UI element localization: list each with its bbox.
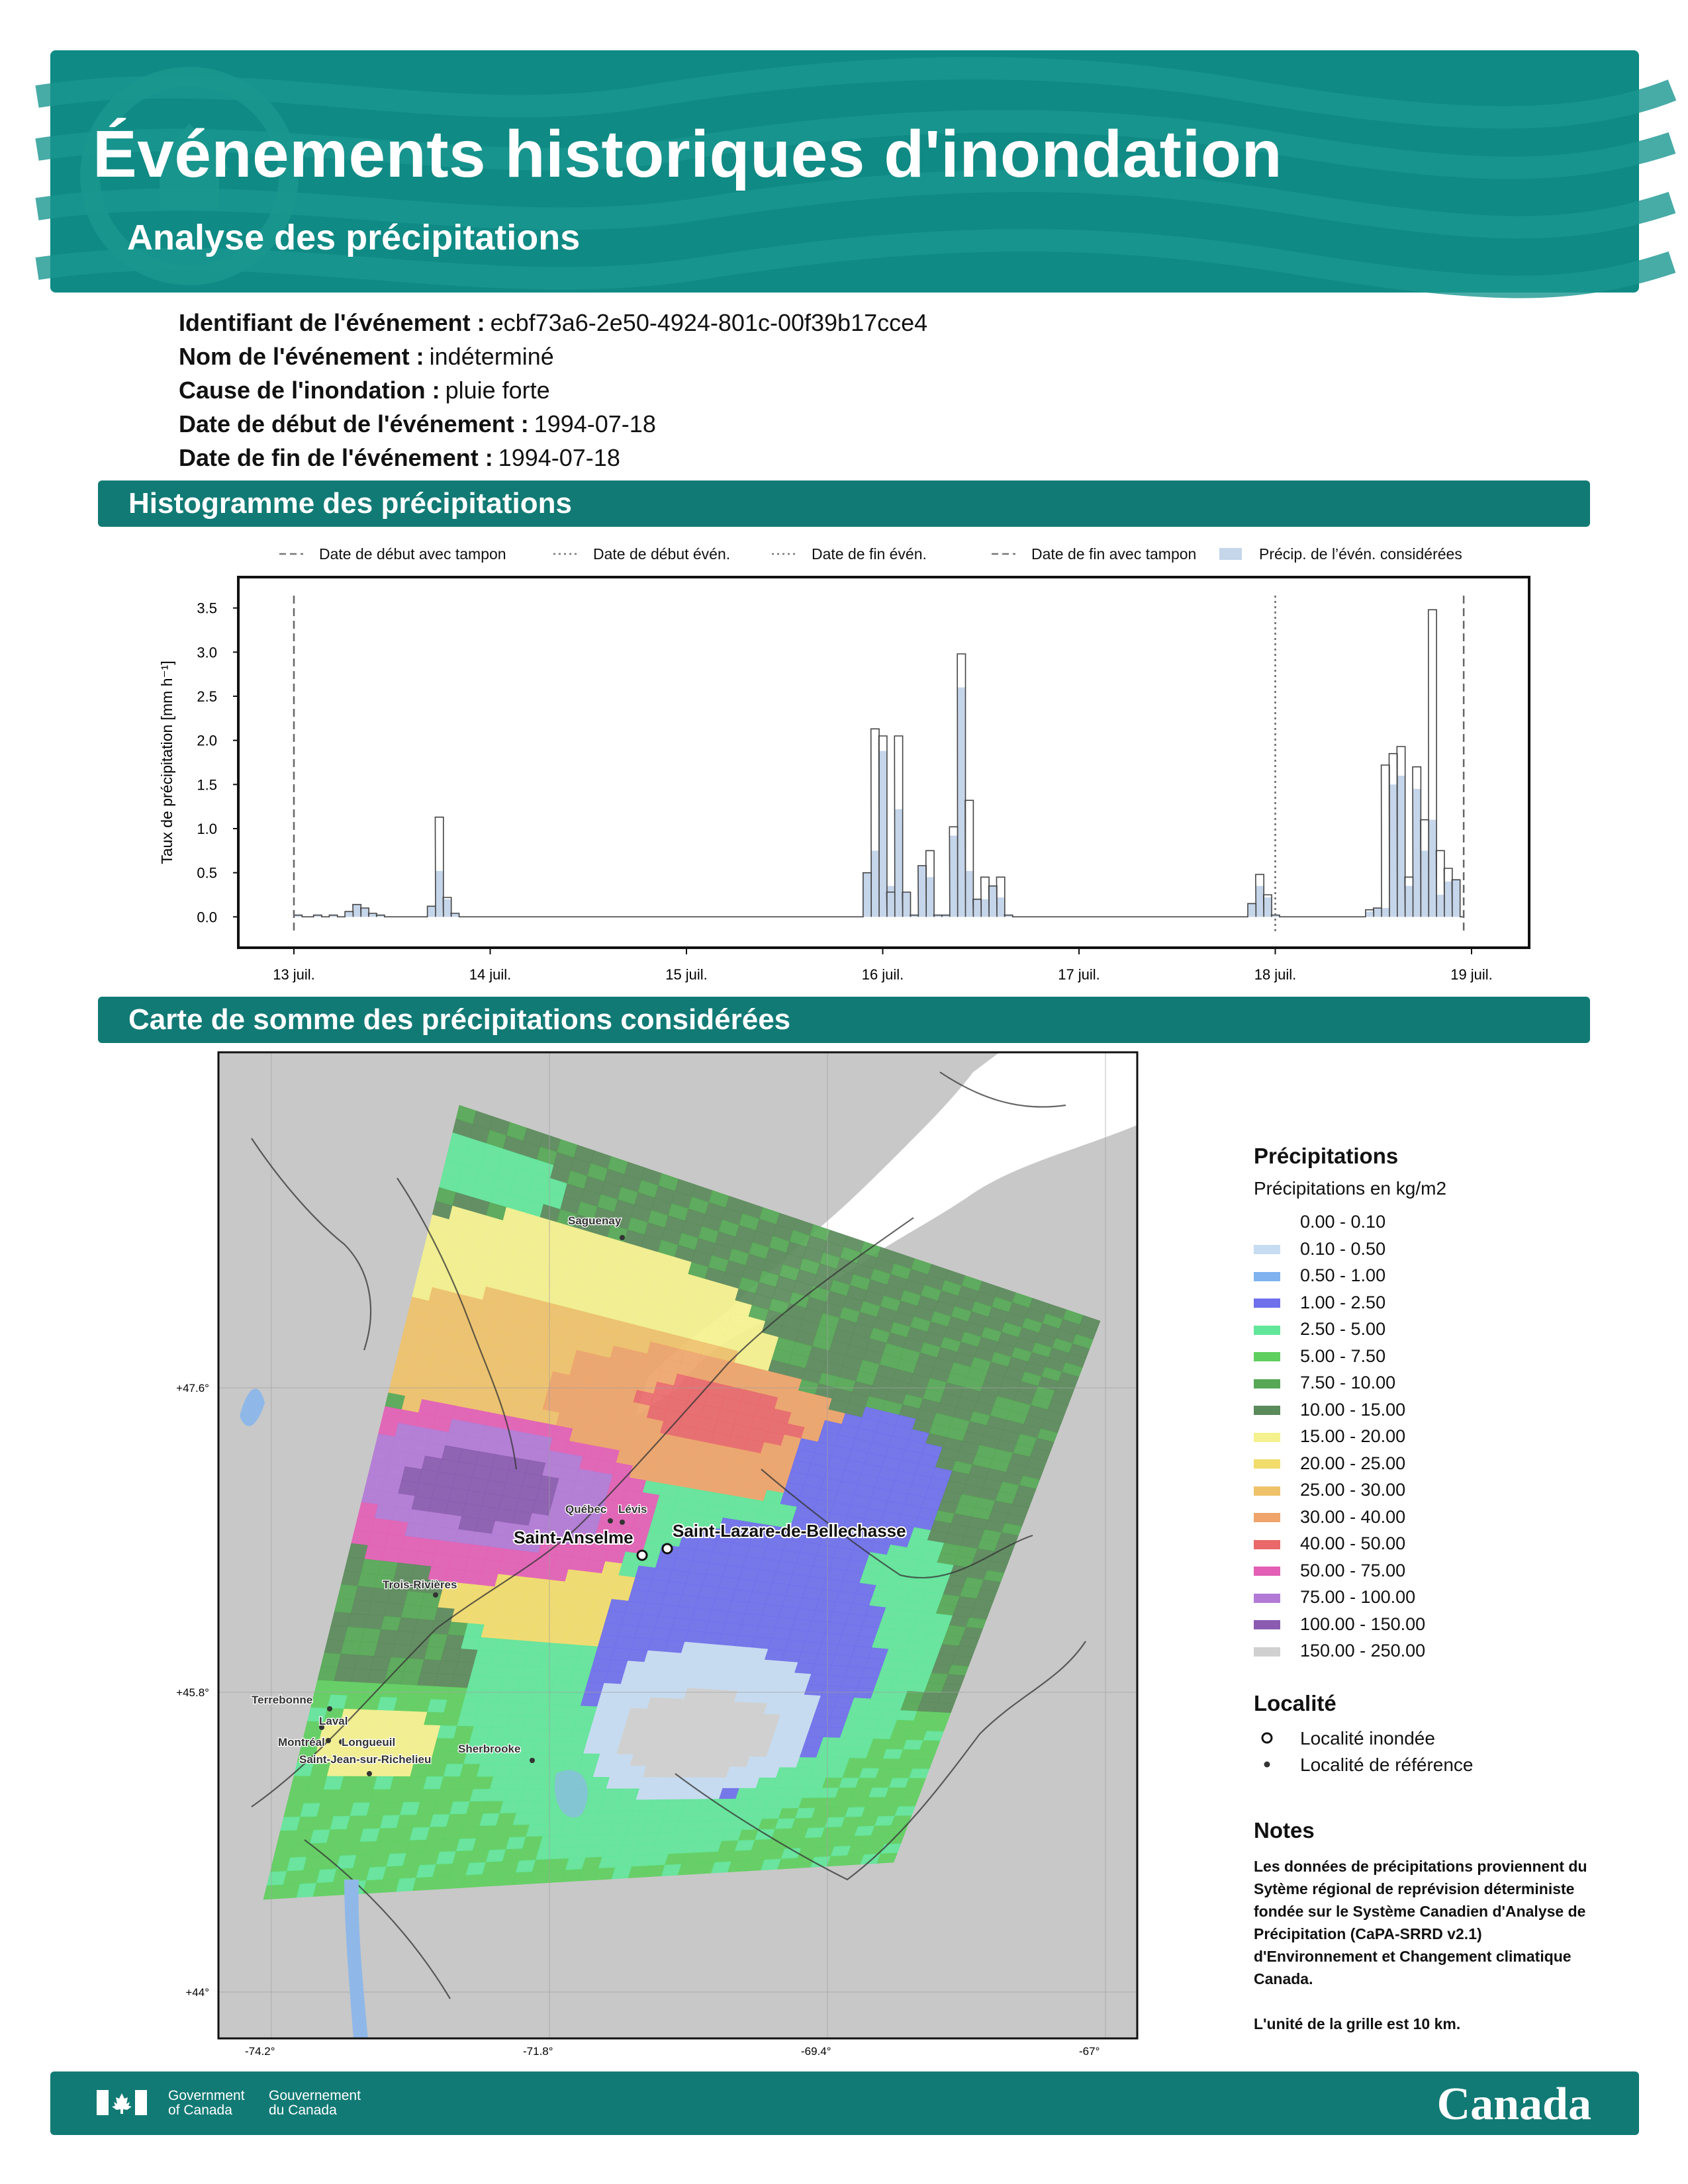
legend-item (1254, 1477, 1624, 1504)
flood-cause-value: pluie forte (445, 377, 550, 404)
map-lon-label: -67° (1079, 2045, 1100, 2058)
end-date-label: Date de fin de l'événement : (179, 444, 493, 471)
grid-cell (923, 1731, 944, 1741)
legend-item-label: 50.00 - 75.00 (1300, 1560, 1406, 1580)
legend-entry (772, 545, 927, 563)
header-banner (50, 50, 1639, 293)
grid-cell (358, 1502, 378, 1518)
precip-bar (1429, 820, 1436, 917)
locality-reference-label: Localité de référence (1300, 1754, 1474, 1775)
grid-cell (906, 1778, 925, 1788)
histogram-legend (279, 545, 1462, 563)
histogram-section-title: Histogramme des précipitations (98, 480, 1590, 527)
grid-cell (952, 1655, 972, 1666)
precip-bar (361, 908, 369, 917)
precip-bar (886, 886, 894, 917)
grid-cell (916, 1750, 937, 1760)
grid-cell (898, 1797, 918, 1807)
page-subtitle: Analyse des précipitations (127, 218, 581, 257)
grid-cell (418, 1469, 438, 1485)
legend-item (1254, 1584, 1624, 1611)
grid-cell (934, 1703, 955, 1713)
grid-cell (368, 1532, 388, 1548)
legend-item (1254, 1450, 1624, 1477)
grid-cell (402, 1467, 422, 1482)
precip-bar (1452, 880, 1460, 917)
grid-cell (381, 1478, 401, 1494)
grid-cell (435, 1472, 455, 1488)
precip-bar (894, 809, 902, 917)
legend-swatch (1254, 1272, 1280, 1281)
precip-bar (926, 877, 934, 917)
canada-flag-icon (97, 2090, 147, 2115)
legend-title: Précipitations (1254, 1144, 1399, 1168)
legend-item (1254, 1289, 1624, 1316)
grid-cell (529, 1514, 549, 1529)
grid-cell (909, 1769, 929, 1778)
grid-cell (442, 1514, 461, 1529)
legend-swatch (1254, 1540, 1280, 1549)
y-tick-label: 2.5 (197, 688, 217, 705)
page-title: Événements historiques d'inondation (93, 117, 1283, 191)
end-date-row (179, 441, 927, 475)
grid-cell (941, 1684, 962, 1694)
place-label: Montréal (278, 1736, 325, 1749)
grid-cell (425, 1512, 445, 1527)
grid-cell (395, 1494, 415, 1510)
legend-swatch (1254, 1352, 1280, 1361)
legend-item (1254, 1611, 1624, 1638)
flood-cause-row (179, 373, 927, 407)
grid-cell (405, 1453, 425, 1469)
x-tick-label: 16 juil. (861, 966, 904, 983)
legend-item (1254, 1637, 1624, 1664)
event-name-value: indéterminé (429, 343, 554, 370)
grid-cell (391, 1507, 411, 1523)
grid-cell (375, 1505, 395, 1521)
event-metadata (179, 306, 927, 475)
precip-bar (1421, 850, 1429, 917)
legend-swatch (1254, 1594, 1280, 1603)
legend-item (1254, 1369, 1624, 1396)
legend-item-label: 25.00 - 30.00 (1300, 1480, 1406, 1500)
legend-item (1254, 1262, 1624, 1289)
notes-paragraph-source: Les données de précipitations proviennent du Sytème régional de reprévision déterministe fondée sur le Système Canadien d'Analyse de Précipitation (CaPA-SRRD v2.1) d'Environnement et Changement climatique Canada. (1254, 1857, 1587, 1987)
grid-cell (462, 1504, 482, 1519)
grid-cell (399, 1480, 418, 1496)
grid-cell (385, 1464, 404, 1480)
map-svg (176, 1046, 1152, 2058)
grid-cell (344, 1557, 364, 1572)
precip-bar (451, 913, 459, 917)
legend-item-label: 40.00 - 50.00 (1300, 1533, 1406, 1553)
notes-paragraph-grid: L'unité de la grille est 10 km. (1254, 2015, 1461, 2032)
legend-item-label: 0.00 - 0.10 (1300, 1212, 1386, 1232)
map-lon-label: -69.4° (801, 2045, 831, 2058)
end-date-value: 1994-07-18 (498, 444, 620, 471)
grid-cell (385, 1534, 404, 1549)
place-label: Saint-Lazare-de-Bellechasse (673, 1521, 906, 1541)
legend-label: Date de début évén. (593, 545, 731, 563)
grid-cell (381, 1547, 401, 1563)
map-lon-label: -71.8° (523, 2045, 553, 2058)
grid-cell (937, 1693, 958, 1704)
grid-cell (455, 1529, 475, 1545)
reference-locality-marker[interactable] (433, 1592, 438, 1598)
grid-cell (512, 1511, 532, 1526)
legend-swatch (1254, 1620, 1280, 1629)
x-tick-label: 14 juil. (469, 966, 512, 983)
legend-subtitle: Précipitations en kg/m2 (1254, 1178, 1447, 1199)
x-axis (273, 948, 1493, 983)
legend-item (1254, 1504, 1624, 1531)
grid-cell (368, 1461, 388, 1478)
grid-cell (492, 1521, 512, 1536)
grid-cell (418, 1538, 438, 1553)
precip-bar (1264, 897, 1272, 917)
flooded-marker-icon (1254, 1725, 1280, 1752)
legend-swatch (1254, 1513, 1280, 1522)
precip-bar (1405, 886, 1413, 917)
precip-bar (957, 688, 965, 917)
precip-bar (981, 899, 989, 917)
grid-cell (371, 1518, 391, 1534)
precipitation-histogram (132, 529, 1556, 993)
legend-swatch (1254, 1326, 1280, 1335)
grid-cell (348, 1543, 368, 1559)
legend-entry (279, 545, 506, 563)
reference-locality-marker[interactable] (327, 1706, 332, 1711)
grid-cell (475, 1519, 495, 1534)
flooded-locality-marker[interactable] (663, 1544, 672, 1553)
legend-item-label: 150.00 - 250.00 (1300, 1641, 1426, 1661)
place-label: Longueuil (342, 1736, 396, 1749)
place-label: Trois-Rivières (383, 1578, 457, 1591)
legend-item (1254, 1423, 1624, 1450)
precipitation-map[interactable] (176, 1046, 1152, 2058)
grid-cell (931, 1712, 951, 1722)
grid-cell (469, 1477, 489, 1493)
legend-item-label: 0.50 - 1.00 (1300, 1265, 1386, 1285)
map-lat-label: +47.6° (176, 1382, 209, 1394)
legend-swatch (1254, 1647, 1280, 1657)
grid-cell (428, 1498, 448, 1514)
x-tick-label: 13 juil. (273, 966, 315, 983)
grid-cell (389, 1450, 408, 1467)
grid-cell (371, 1447, 391, 1464)
event-id-value: ecbf73a6-2e50-4924-801c-00f39b17cce4 (490, 309, 928, 336)
precip-bar (918, 866, 926, 917)
grid-cell (445, 1501, 465, 1516)
gouvernement-du-canada-fr (269, 2089, 361, 2118)
notes-title: Notes (1254, 1817, 1315, 1843)
legend-item (1254, 1208, 1624, 1236)
locality-flooded (1254, 1725, 1624, 1752)
precip-bar (443, 899, 451, 917)
y-axis-label: Taux de précipitation [mm h⁻¹] (158, 660, 175, 864)
reference-locality-marker[interactable] (620, 1235, 625, 1240)
map-legend (1254, 1144, 1624, 2058)
grid-cell (959, 1637, 980, 1648)
grid-cell (361, 1488, 381, 1504)
grid-cell (495, 1508, 515, 1524)
grid-cell (479, 1506, 498, 1521)
x-tick-label: 15 juil. (665, 966, 708, 983)
grid-cell (458, 1516, 478, 1531)
event-id-label: Identifiant de l'événement : (179, 309, 485, 336)
grid-cell (378, 1491, 398, 1507)
y-tick-label: 0.5 (197, 864, 217, 882)
legend-item-label: 0.10 - 0.50 (1300, 1238, 1386, 1259)
precip-bar (965, 871, 973, 917)
event-name-label: Nom de l'événement : (179, 343, 424, 370)
place-label: Québec (565, 1503, 607, 1516)
legend-swatch (1254, 1245, 1280, 1254)
legend-swatch (1254, 1298, 1280, 1308)
start-date-row (179, 407, 927, 441)
legend-item-label: 1.00 - 2.50 (1300, 1292, 1386, 1312)
y-axis (197, 600, 238, 926)
legend-item-label: 5.00 - 7.50 (1300, 1345, 1386, 1366)
legend-item (1254, 1557, 1624, 1584)
locality-title: Localité (1254, 1690, 1336, 1715)
place-label: Terrebonne (252, 1694, 313, 1706)
grid-cell (365, 1475, 385, 1491)
grid-cell (919, 1741, 940, 1751)
place-label: Laval (319, 1715, 348, 1727)
grid-cell (422, 1525, 442, 1540)
x-tick-label: 19 juil. (1450, 966, 1493, 983)
legend-item (1254, 1343, 1624, 1370)
y-tick-label: 1.5 (197, 776, 217, 794)
y-tick-label: 0.0 (197, 909, 217, 926)
flooded-locality-marker[interactable] (637, 1551, 647, 1560)
legend-entry (1219, 545, 1462, 563)
flood-cause-label: Cause de l'inondation : (179, 377, 440, 404)
legend-label: Date de début avec tampon (319, 545, 506, 563)
place-label: Saguenay (568, 1214, 622, 1227)
gov-en-line1: Government (168, 2088, 245, 2103)
y-tick-label: 2.0 (197, 732, 217, 749)
event-id-row (179, 306, 927, 340)
grid-cell (498, 1496, 518, 1511)
precip-bar (902, 892, 910, 917)
legend-item-label: 20.00 - 25.00 (1300, 1453, 1406, 1473)
grid-cell (405, 1523, 425, 1538)
y-tick-label: 3.0 (197, 644, 217, 661)
grid-cell (902, 1788, 922, 1797)
government-of-canada-en (168, 2089, 245, 2118)
grid-cell (485, 1480, 505, 1495)
precip-bar (996, 897, 1004, 917)
precip-bar (871, 850, 879, 917)
legend-swatch (1254, 1567, 1280, 1576)
precip-bar (1248, 903, 1256, 917)
map-lon-label: -74.2° (245, 2045, 275, 2058)
grid-cell (401, 1536, 421, 1551)
map-section-title: Carte de somme des précipitations considérées (98, 997, 1590, 1043)
grid-cell (927, 1721, 947, 1731)
grid-cell (388, 1520, 408, 1536)
legend-entry (992, 545, 1196, 563)
legend-item-label: 15.00 - 20.00 (1300, 1426, 1406, 1446)
precip-bar (973, 899, 981, 917)
legend-swatch (1254, 1459, 1280, 1469)
precip-bar (428, 906, 436, 917)
legend-item-label: 30.00 - 40.00 (1300, 1506, 1406, 1527)
precip-bar (1374, 908, 1382, 917)
precip-bar (949, 836, 957, 917)
precip-bar (1444, 882, 1452, 917)
precip-bar (1389, 784, 1397, 917)
histogram-svg (132, 529, 1556, 993)
canada-wordmark: Canada (1436, 2079, 1591, 2130)
legend-label: Date de fin évén. (812, 545, 927, 563)
legend-item-label: 10.00 - 15.00 (1300, 1399, 1406, 1420)
map-lat-label: +45.8° (176, 1686, 209, 1699)
legend-item (1254, 1236, 1624, 1263)
y-tick-label: 1.0 (197, 821, 217, 837)
grid-cell (913, 1759, 933, 1769)
precip-bar (1397, 776, 1405, 917)
legend-item-label: 7.50 - 10.00 (1300, 1373, 1396, 1392)
grid-cell (945, 1674, 965, 1685)
start-date-value: 1994-07-18 (534, 410, 656, 437)
precip-bar (1436, 895, 1444, 917)
grid-cell (482, 1493, 502, 1508)
precip-bar (1382, 908, 1389, 917)
legend-item (1254, 1396, 1624, 1424)
place-label: Sherbrooke (458, 1743, 521, 1755)
precip-bar (1413, 789, 1421, 917)
gov-en-line2: of Canada (168, 2103, 232, 2118)
legend-label: Précip. de l’évén. considérées (1259, 545, 1462, 563)
notes-text (1254, 1855, 1605, 2035)
precip-bar (989, 886, 997, 917)
grid-cell (412, 1496, 432, 1512)
grid-cell (516, 1498, 536, 1514)
reference-locality-marker[interactable] (620, 1520, 625, 1525)
x-tick-label: 17 juil. (1058, 966, 1100, 983)
gov-fr-line1: Gouvernement (269, 2088, 361, 2103)
legend-swatch (1254, 1406, 1280, 1415)
legend-patch (1219, 548, 1242, 560)
grid-cell (355, 1516, 375, 1532)
gov-fr-line2: du Canada (269, 2103, 337, 2118)
grid-cell (452, 1475, 472, 1490)
precip-bar (1366, 911, 1374, 917)
precip-bar (435, 871, 443, 917)
grid-cell (365, 1545, 385, 1561)
start-date-label: Date de début de l'événement : (179, 410, 529, 437)
legend-swatch (1254, 1379, 1280, 1388)
footer-bar (50, 2071, 1639, 2135)
y-tick-label: 3.5 (197, 600, 217, 617)
legend-items (1254, 1208, 1624, 1664)
precip-bar (863, 873, 871, 917)
legend-swatch (1254, 1433, 1280, 1442)
place-label: Saint-Jean-sur-Richelieu (299, 1753, 432, 1766)
x-tick-label: 18 juil. (1254, 966, 1297, 983)
event-name-row (179, 340, 927, 373)
place-label: Lévis (618, 1503, 647, 1516)
legend-swatch (1254, 1486, 1280, 1496)
precip-bar (353, 905, 361, 917)
locality-reference (1254, 1752, 1624, 1778)
legend-item-label: 75.00 - 100.00 (1300, 1587, 1416, 1607)
grid-cell (361, 1559, 381, 1574)
grid-cell (895, 1806, 915, 1816)
legend-swatch (1254, 1218, 1280, 1228)
reference-locality-marker[interactable] (326, 1738, 331, 1743)
precip-bar (1256, 886, 1264, 917)
reference-locality-marker[interactable] (367, 1771, 372, 1776)
grid-cell (415, 1482, 435, 1498)
legend-label: Date de fin avec tampon (1031, 545, 1197, 563)
legend-item-label: 2.50 - 5.00 (1300, 1319, 1386, 1339)
grid-cell (955, 1646, 976, 1657)
reference-locality-marker[interactable] (608, 1518, 613, 1524)
precip-bar (369, 913, 377, 917)
map-lat-label: +44° (185, 1986, 209, 1999)
reference-marker-icon (1254, 1752, 1280, 1778)
legend-entry (553, 545, 730, 563)
grid-cell (465, 1490, 485, 1506)
reference-locality-marker[interactable] (530, 1758, 535, 1763)
grid-cell (432, 1485, 451, 1501)
place-label: Saint-Anselme (514, 1527, 633, 1547)
grid-cell (408, 1510, 428, 1525)
grid-cell (438, 1527, 458, 1543)
grid-cell (352, 1529, 371, 1545)
locality-flooded-label: Localité inondée (1300, 1727, 1435, 1749)
grid-cell (962, 1627, 983, 1639)
legend-item (1254, 1530, 1624, 1557)
grid-cell (948, 1665, 968, 1676)
grid-cell (448, 1488, 468, 1504)
precip-bar (345, 911, 353, 917)
precip-bar (879, 751, 887, 917)
legend-item-label: 100.00 - 150.00 (1300, 1614, 1426, 1634)
legend-item (1254, 1316, 1624, 1343)
